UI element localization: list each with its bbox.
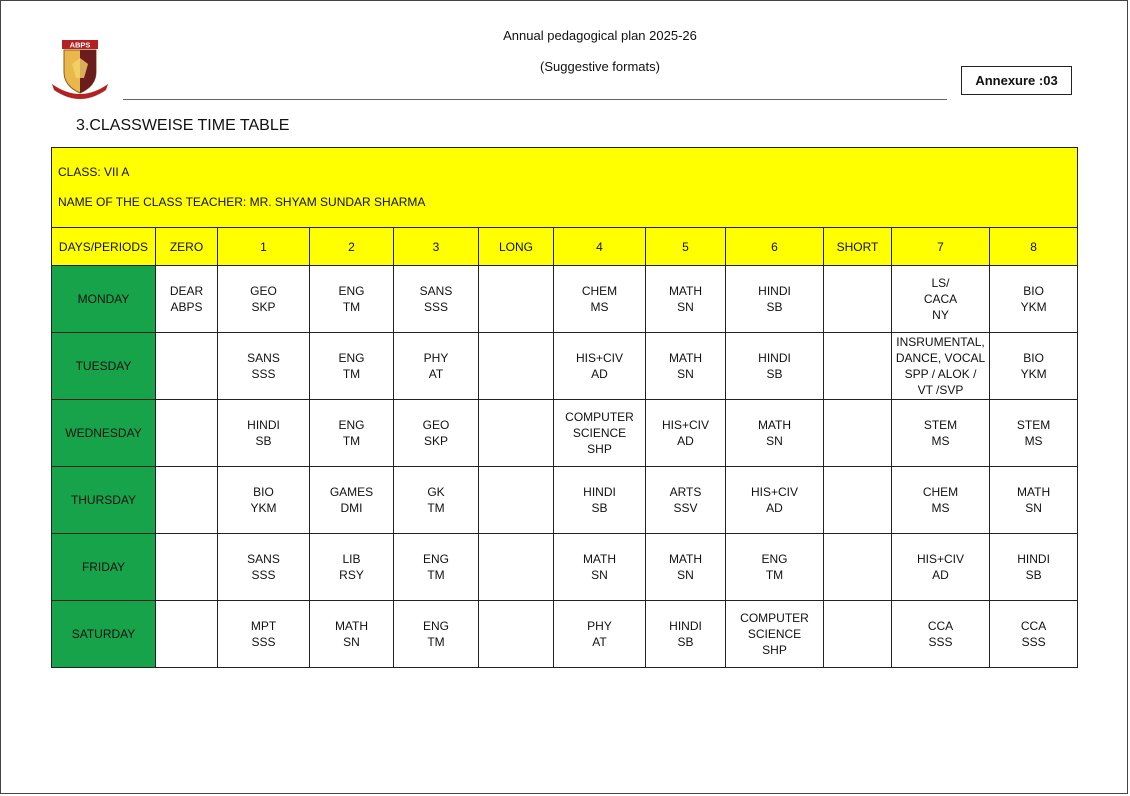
period-cell bbox=[479, 534, 554, 601]
period-cell bbox=[156, 467, 218, 534]
header-cell: 8 bbox=[990, 228, 1078, 266]
period-cell: HIS+CIV AD bbox=[646, 400, 726, 467]
header-cell: LONG bbox=[479, 228, 554, 266]
section-title: 3.CLASSWEISE TIME TABLE bbox=[76, 117, 290, 134]
period-cell bbox=[824, 266, 892, 333]
period-cell: HINDI SB bbox=[726, 266, 824, 333]
period-cell: MATH SN bbox=[646, 266, 726, 333]
period-cell: GAMES DMI bbox=[310, 467, 394, 534]
period-cell bbox=[824, 601, 892, 668]
period-cell: BIO YKM bbox=[990, 266, 1078, 333]
period-cell: HINDI SB bbox=[990, 534, 1078, 601]
period-cell bbox=[156, 534, 218, 601]
period-cell: HINDI SB bbox=[218, 400, 310, 467]
header-cell: ZERO bbox=[156, 228, 218, 266]
header-rule bbox=[123, 99, 947, 100]
period-cell: MPT SSS bbox=[218, 601, 310, 668]
period-cell: LIB RSY bbox=[310, 534, 394, 601]
period-cell: HINDI SB bbox=[646, 601, 726, 668]
period-cell: SANS SSS bbox=[218, 534, 310, 601]
period-cell: ENG TM bbox=[310, 333, 394, 400]
period-cell: MATH SN bbox=[646, 333, 726, 400]
table-row bbox=[52, 266, 1078, 333]
period-cell bbox=[479, 266, 554, 333]
period-cell bbox=[156, 400, 218, 467]
period-cell: PHY AT bbox=[394, 333, 479, 400]
timetable-body bbox=[52, 266, 1078, 668]
period-cell: STEM MS bbox=[892, 400, 990, 467]
timetable bbox=[51, 147, 1078, 668]
period-header-row bbox=[52, 228, 1078, 266]
period-cell: LS/ CACA NY bbox=[892, 266, 990, 333]
period-cell: INSRUMENTAL, DANCE, VOCAL SPP / ALOK / VT /SVP bbox=[892, 333, 990, 400]
period-cell: GEO SKP bbox=[394, 400, 479, 467]
day-label: MONDAY bbox=[52, 266, 156, 333]
period-cell bbox=[479, 333, 554, 400]
logo-text: ABPS bbox=[69, 40, 91, 50]
period-cell: ARTS SSV bbox=[646, 467, 726, 534]
period-cell: HIS+CIV AD bbox=[726, 467, 824, 534]
period-cell: CHEM MS bbox=[892, 467, 990, 534]
header-cell: 2 bbox=[310, 228, 394, 266]
period-cell: GK TM bbox=[394, 467, 479, 534]
period-cell bbox=[824, 400, 892, 467]
period-cell bbox=[824, 333, 892, 400]
period-cell: SANS SSS bbox=[218, 333, 310, 400]
period-cell: MATH SN bbox=[646, 534, 726, 601]
day-label: WEDNESDAY bbox=[52, 400, 156, 467]
class-info bbox=[52, 148, 1078, 228]
day-label: FRIDAY bbox=[52, 534, 156, 601]
header-cell: SHORT bbox=[824, 228, 892, 266]
period-cell: BIO YKM bbox=[218, 467, 310, 534]
table-row bbox=[52, 400, 1078, 467]
day-label: TUESDAY bbox=[52, 333, 156, 400]
period-cell: HINDI SB bbox=[726, 333, 824, 400]
period-cell: MATH SN bbox=[990, 467, 1078, 534]
header-cell: DAYS/PERIODS bbox=[52, 228, 156, 266]
annexure-box: Annexure :03 bbox=[961, 66, 1072, 95]
header-cell: 4 bbox=[554, 228, 646, 266]
period-cell: SANS SSS bbox=[394, 266, 479, 333]
period-cell: DEAR ABPS bbox=[156, 266, 218, 333]
period-cell: GEO SKP bbox=[218, 266, 310, 333]
period-cell bbox=[479, 400, 554, 467]
period-cell: MATH SN bbox=[554, 534, 646, 601]
period-cell: HIS+CIV AD bbox=[554, 333, 646, 400]
header-cell: 3 bbox=[394, 228, 479, 266]
period-cell: PHY AT bbox=[554, 601, 646, 668]
header-cell: 1 bbox=[218, 228, 310, 266]
period-cell: COMPUTER SCIENCE SHP bbox=[726, 601, 824, 668]
document-subtitle: (Suggestive formats) bbox=[540, 59, 660, 74]
period-cell: ENG TM bbox=[394, 534, 479, 601]
period-cell: ENG TM bbox=[310, 400, 394, 467]
day-label: THURSDAY bbox=[52, 467, 156, 534]
class-line: CLASS: VII A bbox=[58, 165, 130, 179]
period-cell bbox=[479, 467, 554, 534]
table-row bbox=[52, 534, 1078, 601]
period-cell bbox=[156, 333, 218, 400]
period-cell bbox=[824, 534, 892, 601]
period-cell: HIS+CIV AD bbox=[892, 534, 990, 601]
period-cell bbox=[824, 467, 892, 534]
period-cell: CCA SSS bbox=[990, 601, 1078, 668]
period-cell: STEM MS bbox=[990, 400, 1078, 467]
period-cell: CHEM MS bbox=[554, 266, 646, 333]
period-cell: BIO YKM bbox=[990, 333, 1078, 400]
document-title: Annual pedagogical plan 2025-26 bbox=[503, 28, 697, 43]
period-cell bbox=[156, 601, 218, 668]
period-cell: ENG TM bbox=[310, 266, 394, 333]
header-cell: 6 bbox=[726, 228, 824, 266]
header-cell: 7 bbox=[892, 228, 990, 266]
period-cell: ENG TM bbox=[726, 534, 824, 601]
period-cell bbox=[479, 601, 554, 668]
header-cell: 5 bbox=[646, 228, 726, 266]
period-cell: MATH SN bbox=[726, 400, 824, 467]
period-cell: ENG TM bbox=[394, 601, 479, 668]
day-label: SATURDAY bbox=[52, 601, 156, 668]
teacher-line: NAME OF THE CLASS TEACHER: MR. SHYAM SUNDAR SHARMA bbox=[58, 195, 426, 209]
table-row bbox=[52, 333, 1078, 400]
period-cell: CCA SSS bbox=[892, 601, 990, 668]
table-row bbox=[52, 467, 1078, 534]
period-cell: COMPUTER SCIENCE SHP bbox=[554, 400, 646, 467]
period-cell: MATH SN bbox=[310, 601, 394, 668]
table-row bbox=[52, 601, 1078, 668]
period-cell: HINDI SB bbox=[554, 467, 646, 534]
